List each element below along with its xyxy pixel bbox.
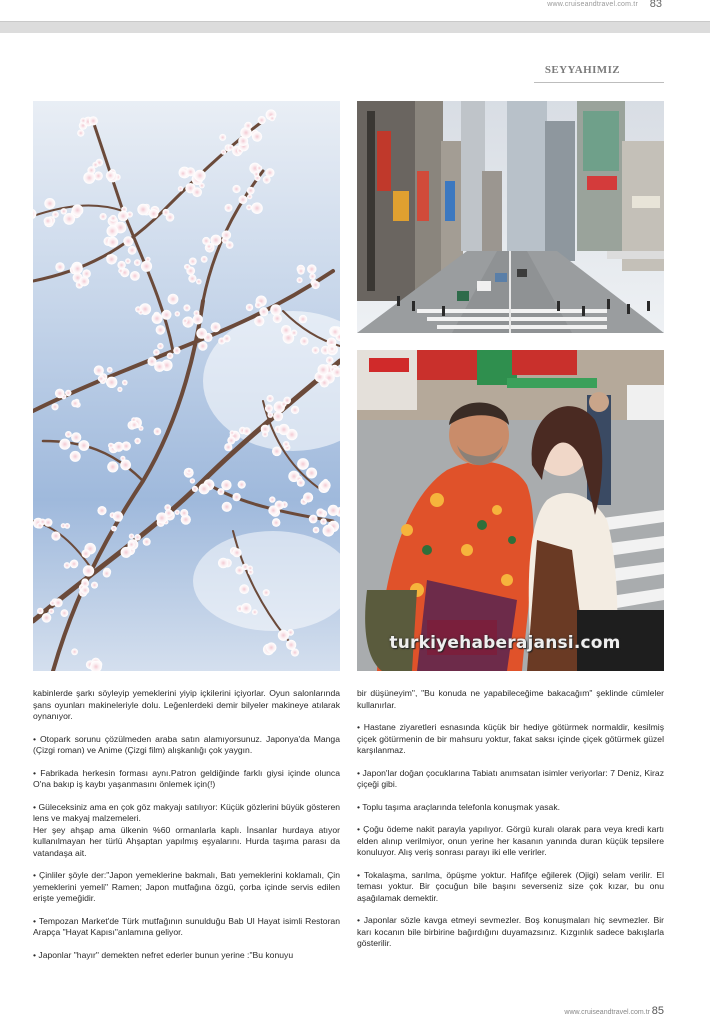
blossom-flower [255,302,262,309]
blossom-flower [50,601,55,606]
right-paragraph: • Hastane ziyaretleri esnasında küçük bir hediye götürmek normaldir, kesilmiş çiçek götürmenin de bir mahsuru yoktur, fakat saksı içinde çiçek götürmek güzel karşılanmaz. [357,722,664,755]
blossom-flower [180,509,188,517]
blossom-flower [265,168,274,177]
blossom-flower [80,118,86,124]
blossom-flower [63,213,75,225]
blossom-flower [139,426,144,431]
blossom-flower [156,325,166,335]
blossom-flower [106,254,117,265]
blossom-flower [51,531,60,540]
blossom-flower [311,281,319,289]
blossom-flower [111,526,117,532]
blossom-flower [316,508,324,516]
blossom-flower [175,510,180,515]
left-paragraph: • Çinliler şöyle der:"Japon yemeklerine bakmalı, Batı yemeklerini koklamalı, Çin yemeklerini yemeli" Ramen; Japon mutfağına özgü, çorba içinde servis edilen erişte yemeğidir. [33,870,340,903]
tokyo-street-photo [357,101,664,333]
blossom-flower [107,461,118,472]
blossom-flower [183,318,188,323]
blossom-flower [98,375,105,382]
blossom-flower [188,275,196,283]
blossom-flower [49,608,55,614]
blossom-flower [42,613,52,623]
section-label: SEYYAHIMIZ [544,64,620,76]
blossom-flower [83,565,94,576]
blossom-flower [134,534,141,541]
blossom-flower [206,244,212,250]
blossom-flower [65,390,71,396]
blossom-flower [199,483,210,494]
blossom-flower [243,427,251,435]
blossom-flower [320,480,331,491]
blossom-flower [70,560,79,569]
blossom-flower [103,570,111,578]
blossom-flower [71,400,79,408]
blossom-flower [79,276,89,286]
blossom-flower [167,353,174,360]
blossom-flower [269,115,275,121]
blossom-flower [61,609,69,617]
blossom-flower [312,347,319,354]
blossom-flower [196,328,207,339]
blossom-flower [266,642,276,652]
blossom-flower [265,404,273,412]
blossom-flower [221,150,226,155]
blossom-flower [179,169,188,178]
blossom-flower [59,439,70,450]
blossom-flower [246,304,253,311]
blossom-flower [323,525,335,537]
blossom-flower [185,264,191,270]
blossom-flower [281,325,291,335]
blossom-flower [239,584,249,594]
blossom-flower [199,183,205,189]
blossom-flower [128,246,137,255]
blossom-flower [107,367,113,373]
right-paragraph: • Tokalaşma, sarılma, öpüşme yoktur. Hafifçe eğilerek (Ojigi) selam verilir. El teması yoktur. Bir çocuğun bile başını severseniz size çok kızar, bu onu aşağılamak demektir. [357,869,664,903]
blossom-flower [219,134,226,141]
blossom-flower [254,171,260,177]
left-paragraph: • Tempozan Market'de Türk mutfağının sunulduğu Bab Ul Hayat isimli Restoran Arapça "Hayat Kapısı"anlamına geliyor. [33,915,340,937]
blossom-flower [222,502,232,512]
blossom-flower [328,505,339,516]
blossom-flower [128,541,135,548]
blossom-flower [129,534,134,539]
blossom-flower [157,343,163,349]
blossom-flower [244,122,252,130]
section-rule [534,82,664,83]
blossom-flower [320,518,327,525]
blossom-flower [306,468,317,479]
blossom-flower [183,304,190,311]
blossom-flower [286,640,296,650]
blossom-flower [120,460,131,471]
blossom-flower [300,337,308,345]
blossom-flower [252,132,262,142]
blossom-flower [70,451,81,462]
blossom-flower [297,268,304,275]
blossom-flower [192,187,202,197]
blossom-flower [273,314,282,323]
blossom-flower [117,387,122,392]
blossom-flower [252,609,258,615]
footer-url: www.cruiseandtravel.com.tr [564,1009,650,1016]
blossom-flower [329,346,335,352]
blossom-flower [297,277,303,283]
blossom-flower [92,162,98,168]
blossom-flower [196,279,202,285]
blossom-flower [134,259,141,266]
blossom-flower [232,493,240,501]
blossom-flower [238,481,246,489]
blossom-flower [192,486,198,492]
blossom-flower [162,310,172,320]
blossom-flower [175,311,180,316]
blossom-flower [114,442,124,452]
blossom-flower [299,315,307,323]
blossom-flower [211,322,221,332]
left-paragraph: • Otopark sorunu çözülmeden araba satın alamıyorsunuz. Japonya'da Manga (Çizgi roman) ve Anime (Çizgi film) alışkanlığı çok yaygın. [33,733,340,755]
blossom-flower [330,327,339,336]
blossom-flower [130,421,138,429]
blossom-flower [117,261,125,269]
left-paragraph: kabinlerde şarkı söyleyip yemeklerini yiyip içkilerini içiyorlar. Oyun salonlarında şans oyunları makineleriyle dolu. Leğenlerdeki demir bilyeler makineye atılarak oynanıyor. [33,688,340,721]
blossom-flower [309,515,318,524]
previous-page-url: www.cruiseandtravel.com.tr [547,1,638,8]
blossom-flower [123,236,133,246]
page-number: 85 [651,1005,664,1017]
blossom-flower [326,356,334,364]
left-text-column [33,688,340,972]
blossom-flower [135,306,141,312]
blossom-flower [223,335,230,342]
blossom-flower [230,430,235,435]
blossom-flower [267,395,274,402]
blossom-flower [77,130,84,137]
blossom-flower [147,357,156,366]
blossom-flower [201,256,208,263]
blossom-flower [194,170,206,182]
blossom-flower [189,258,197,266]
blossom-flower [269,496,275,502]
blossom-flower [225,204,233,212]
blossom-flower [187,468,192,473]
blossom-flower [51,403,58,410]
blossom-flower [258,116,266,124]
blossom-flower [118,268,123,273]
blossom-flower [107,225,119,237]
blossom-flower [270,304,281,315]
blossom-flower [297,479,305,487]
blossom-flower [134,438,140,444]
blossom-flower [190,478,195,483]
blossom-flower [110,215,117,222]
blossom-flower [72,204,84,216]
blossom-flower [239,195,248,204]
blossom-flower [154,428,162,436]
blossom-flower [307,264,316,273]
blossom-flower [122,380,128,386]
blossom-flower [152,313,163,324]
blossom-flower [218,558,229,569]
blossom-flower [272,447,282,457]
right-paragraph: bir düşüneyim", "Bu konuda ne yapabileceğime bakacağım" şeklinde cümleler kullanırlar. [357,688,664,710]
blossom-flower [91,582,98,589]
blossom-flower [232,185,240,193]
blossom-flower [228,145,234,151]
blossom-flower [309,273,316,280]
blossom-flower [248,566,253,571]
right-paragraph: • Çoğu ödeme nakit parayla yapılıyor. Görgü kuralı olarak para veya kredi kartı elden alınıp verilmiyor, onun yerine her kasanın yanında duran küçük tepsilere konuluyor. Alış veriş sonrası parayı iki elle verirler. [357,824,664,857]
blossom-flower [194,310,200,316]
blossom-flower [263,589,270,596]
blossom-flower [291,406,299,414]
blossom-flower [65,431,72,438]
blossom-flower [168,294,179,305]
blossom-flower [100,213,107,220]
blossom-flower [130,271,140,281]
blossom-flower [153,349,160,356]
blossom-flower [44,198,55,209]
blossom-flower [37,608,44,615]
blossom-flower [44,217,53,226]
blossom-flower [141,261,152,272]
right-paragraph: • Toplu taşıma araçlarında telefonla konuşmak yasak. [357,801,561,812]
blossom-flower [318,364,329,375]
blossom-flower [55,389,65,399]
blossom-flower [278,630,289,641]
blossom-flower [89,116,98,125]
blossom-flower [156,512,167,523]
blossom-flower [247,187,255,195]
blossom-flower [257,165,263,171]
blossom-flower [272,519,280,527]
left-paragraph: Her şey ahşap ama ülkenin %60 ormanlarla kaplı. İnsanlar hurdaya atıyor kullanılmayan her türlü Ahşaptan yapılmış eşyalarını. Hurda taşıma parası da vatandaşa ait. [33,824,340,858]
blossom-flower [106,171,115,180]
blossom-flower [247,194,252,199]
blossom-flower [94,171,103,180]
blossom-flower [149,209,159,219]
blossom-flower [224,443,232,451]
blossom-flower [71,432,81,442]
blossom-flower [262,431,268,437]
blossom-flower [251,202,263,214]
blossom-flower [108,443,114,449]
blossom-flower [97,506,106,515]
blossom-flower [72,263,83,274]
left-paragraph: • Güleceksiniz ama en çok göz makyajı satılıyor: Küçük gözlerini büyük gösteren lens ve makyaj malzemeleri. [33,801,340,823]
previous-page-strip [0,0,710,22]
blossom-flower [235,566,243,574]
blossom-flower [61,208,67,214]
blossom-flower [178,186,183,191]
right-text-column [357,688,664,961]
blossom-flower [198,341,207,350]
blossom-flower [283,441,289,447]
left-paragraph: • Fabrikada herkesin forması aynı.Patron geldiğinde farklı giysi içinde olunca O'na bakıp iş kaybı yaşanmasını önlemek için(!) [33,767,340,789]
travelers-photo [357,350,664,671]
blossom-flower [79,440,90,451]
blossom-flower [232,548,241,557]
blossom-flower [173,347,180,354]
blossom-flower [107,237,118,248]
blossom-flower [137,204,149,216]
blossom-flower [71,648,78,655]
blossom-flower [125,258,131,264]
cherry-blossom-photo [33,101,340,671]
blossom-flower [313,527,320,534]
left-paragraph: • Japonlar "hayır" demekten nefret ederler bunun yerine :"Bu konuyu [33,949,294,960]
blossom-flower [303,492,313,502]
blossom-flower [55,262,64,271]
blossom-flower [222,230,231,239]
blossom-flower [121,547,132,558]
blossom-flower [94,365,104,375]
blossom-flower [64,562,71,569]
blossom-flower [281,401,287,407]
blossom-flower [106,377,117,388]
blossom-flower [241,603,252,614]
blossom-flower [118,211,129,222]
right-paragraph: • Japon'lar doğan çocuklarına Tabiatı anımsatan isimler veriyorlar: 7 Deniz, Kiraz çiçeği gibi. [357,767,664,789]
blossom-flower [113,511,123,521]
blossom-flower [278,424,289,435]
blossom-flower [254,316,264,326]
blossom-flower [40,519,46,525]
right-paragraph: • Japonlar sözle kavga etmeyi sevmezler. Boş konuşmaları hiç sevmezler. Bir karı kocanın bile birbirine bağırdığını duyamazsınız. Kızgınlık sadece bakışlarla gösterilir. [357,915,664,948]
blossom-flower [273,411,283,421]
blossom-flower [291,330,297,336]
blossom-flower [297,458,309,470]
magazine-page [0,33,710,1024]
blossom-flower [221,480,231,490]
blossom-flower [246,205,252,211]
previous-page-number: 83 [649,0,662,10]
blossom-flower [268,412,274,418]
blossom-flower [162,209,169,216]
blossom-flower [259,307,268,316]
blossom-flower [143,538,151,546]
blossom-flower [82,549,91,558]
blossom-flower [64,523,70,529]
watermark-text: turkiyehaberajansi.com [389,633,621,653]
blossom-flower [268,505,278,515]
blossom-flower [81,580,89,588]
